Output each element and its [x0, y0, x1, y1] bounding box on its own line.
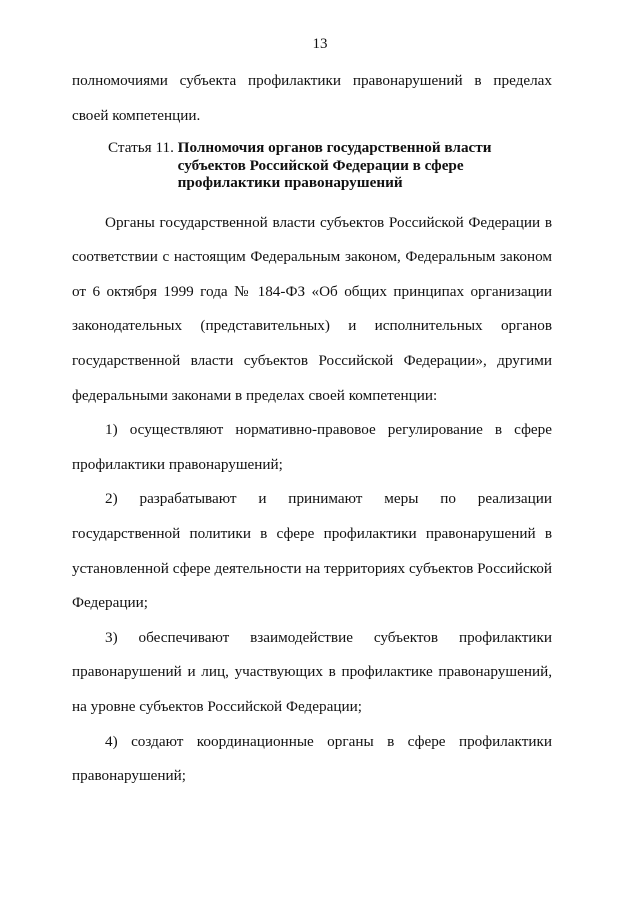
list-item-3: 3) обеспечивают взаимодействие субъектов профилактики правонарушений и лиц, участвующих в профилактике правонарушений, на уровне субъектов Российской Федерации; [72, 628, 552, 715]
list-item-2: 2) разрабатывают и принимают меры по реализации государственной политики в сфере профилактики правонарушений в установленной сфере деятельности на территориях субъектов Российской Федерации; [72, 490, 552, 612]
document-body [72, 64, 552, 794]
article-heading [72, 139, 552, 192]
page-number: 13 [312, 36, 328, 52]
article-number: Статья 11. [108, 139, 178, 157]
article-title: Полномочия органов государственной власти субъектов Российской Федерации в сфере профилактики правонарушений [177, 139, 492, 192]
list-item-4: 4) создают координационные органы в сфере профилактики правонарушений; [72, 732, 552, 785]
intro-paragraph: Органы государственной власти субъектов Российской Федерации в соответствии с настоящим Федеральным законом, Федеральным законом от 6 октября 1999 года № 184-ФЗ «Об общих принципах организации законодательных (представительных) и исполнительных органов государственной власти субъектов Российской Федерации», другими федеральными законами в пределах своей компетенции: [72, 213, 552, 404]
list-item-1: 1) осуществляют нормативно-правовое регулирование в сфере профилактики правонарушений; [72, 421, 552, 473]
continued-paragraph: полномочиями субъекта профилактики правонарушений в пределах своей компетенции. [72, 72, 552, 124]
